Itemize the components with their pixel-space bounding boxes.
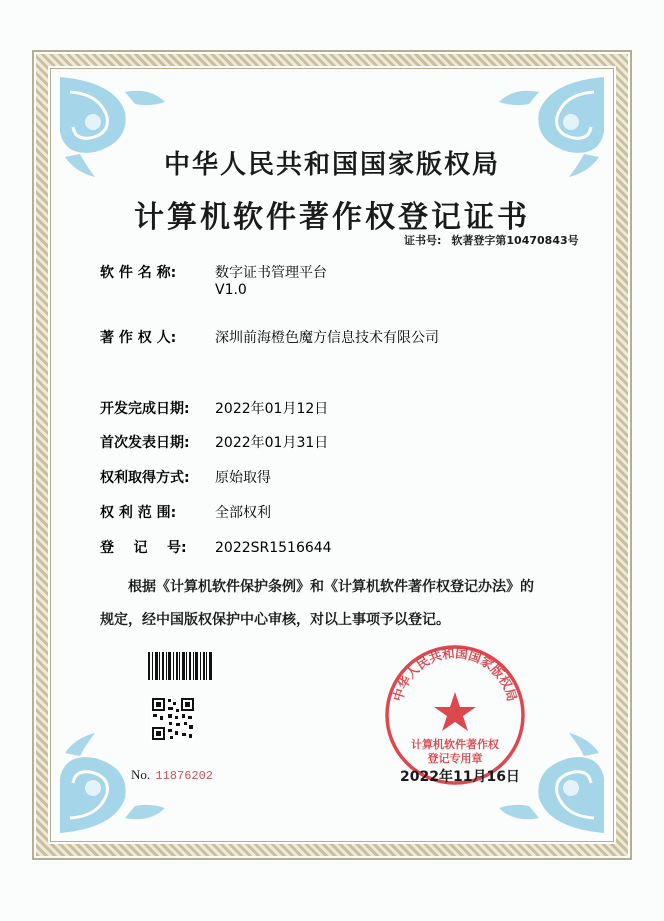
serial-number-value: 11876202 — [155, 769, 213, 783]
svg-text:中华人民共和国国家版权局: 中华人民共和国国家版权局 — [389, 645, 521, 703]
field-dev-completion-date — [100, 398, 328, 418]
statement-line-1: 根据《计算机软件保护条例》和《计算机软件著作权登记办法》的 — [128, 579, 534, 595]
corner-ornament-bottom-left — [55, 728, 175, 838]
field-value: 原始取得 — [215, 470, 271, 486]
statement-line-2: 规定，经中国版权保护中心审核，对以上事项予以登记。 — [100, 612, 450, 628]
issue-date: 2022年11月16日 — [400, 769, 520, 785]
certificate-number-value: 软著登字第10470843号 — [451, 234, 579, 247]
field-label: 权利取得方式: — [100, 470, 190, 486]
svg-text:登记专用章: 登记专用章 — [427, 752, 483, 765]
field-value: 数字证书管理平台 — [215, 265, 327, 281]
qr-code-image — [151, 697, 195, 741]
field-label: 首次发表日期: — [100, 435, 190, 451]
issuer-title: 中华人民共和国国家版权局 — [163, 150, 500, 180]
serial-number — [131, 767, 213, 783]
field-copyright-owner — [100, 327, 439, 347]
certificate-number — [404, 232, 579, 248]
field-label: 著 作 权 人: — [100, 330, 177, 346]
field-rights-scope — [100, 502, 271, 522]
field-value: 2022SR1516644 — [215, 540, 332, 556]
field-label: 软 件 名 称: — [100, 265, 177, 281]
field-software-name — [100, 262, 327, 298]
barcode-image — [148, 652, 212, 680]
field-label: 开发完成日期: — [100, 401, 190, 417]
svg-text:计算机软件著作权: 计算机软件著作权 — [411, 738, 499, 751]
serial-number-label: No. — [131, 767, 151, 782]
field-first-publish-date — [100, 432, 328, 452]
certificate-number-label: 证书号: — [404, 234, 442, 247]
field-value: 2022年01月31日 — [215, 435, 329, 451]
field-value: 全部权利 — [215, 505, 271, 521]
field-value-version: V1.0 — [215, 282, 247, 298]
field-acquisition-method — [100, 467, 271, 487]
field-value: 深圳前海橙色魔方信息技术有限公司 — [215, 330, 439, 346]
certificate-title: 计算机软件著作权登记证书 — [134, 200, 530, 235]
field-value: 2022年01月12日 — [215, 401, 329, 417]
field-registration-number — [100, 537, 332, 557]
field-label: 登 记 号: — [100, 540, 187, 556]
field-label: 权 利 范 围: — [100, 505, 177, 521]
